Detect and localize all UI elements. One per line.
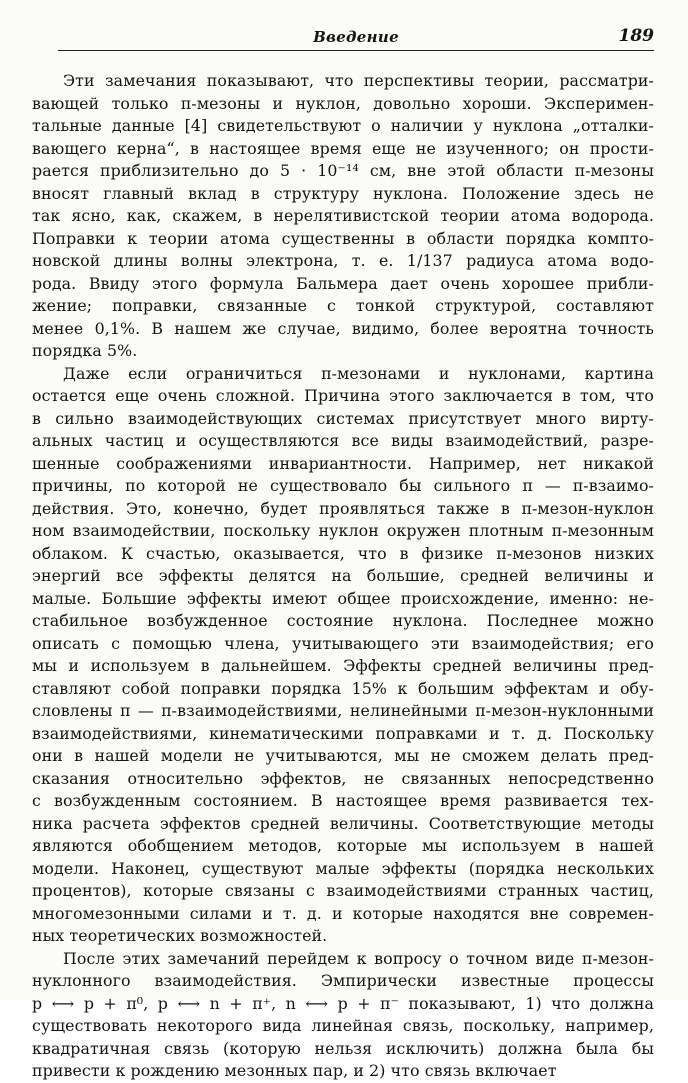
text-line: сказания относительно эффектов, не связанных непосредственно <box>32 768 654 788</box>
text-line: многомезонными силами и т. д. и которые находятся вне современ- <box>32 903 654 923</box>
text-line: менее 0,1%. В нашем же случае, видимо, более вероятна точность <box>32 318 654 338</box>
text-line: с возбужденным состоянием. В настоящее время развивается тех- <box>32 791 654 810</box>
text-line: Поправки к теории атома существенны в области порядка компто- <box>32 228 654 248</box>
text-line: облаком. К счастью, оказывается, что в физике π-мезонов низких <box>32 543 654 563</box>
text-line: вносят главный вклад в структуру нуклона. Положение здесь не <box>32 183 654 203</box>
paragraph <box>32 948 654 1083</box>
text-line: являются обобщением методов, которые мы используем в нашей <box>32 836 654 855</box>
body-text <box>32 70 654 1083</box>
text-line: шенные соображениями инвариантности. Например, нет никакой <box>32 453 654 473</box>
text-line: Даже если ограничиться π-мезонами и нуклонами, картина <box>63 363 654 383</box>
text-line: действия. Это, конечно, будет проявляться также в π-мезон-нуклон <box>32 498 654 518</box>
text-line: p ⟷ p + π⁰, p ⟷ n + π⁺, n ⟷ p + π⁻ показывают, 1) что должна <box>32 993 654 1013</box>
text-line: взаимодействиями, кинематическими поправками и т. д. Поскольку <box>32 723 654 743</box>
paragraph <box>32 70 654 363</box>
text-line: модели. Наконец, существуют малые эффекты (порядка нескольких <box>32 858 654 878</box>
text-line: вающей только π-мезоны и нуклон, довольно хороши. Эксперимен- <box>32 93 654 113</box>
text-line: ном взаимодействии, поскольку нуклон окружен плотным π-мезонным <box>32 521 654 540</box>
text-line: мы и используем в дальнейшем. Эффекты средней величины пред- <box>32 656 654 675</box>
text-line: причины, по которой не существовало бы сильного π — π-взаимо- <box>32 476 654 495</box>
text-line: нуклонного взаимодействия. Эмпирически известные процессы <box>32 971 654 990</box>
text-line: ника расчета эффектов средней величины. Соответствующие методы <box>32 813 654 833</box>
text-line: они в нашей модели не учитываются, мы не сможем делать пред- <box>32 746 654 765</box>
text-line: квадратичная связь (которую нельзя исключить) должна была бы <box>32 1038 654 1058</box>
text-line: После этих замечаний перейдем к вопросу о точном виде π-мезон- <box>63 948 654 968</box>
text-line: новской длины волны электрона, т. е. 1/137 радиуса атома водо- <box>32 251 654 270</box>
text-line: описать с помощью члена, учитывающего эти взаимодействия; его <box>32 633 654 653</box>
text-line: остается еще очень сложной. Причина этого заключается в том, что <box>32 386 654 405</box>
text-line: альных частиц и осуществляются все виды взаимодействий, разре- <box>32 431 654 450</box>
text-line: тальные данные [4] свидетельствуют о наличии у нуклона „отталки- <box>32 116 654 135</box>
text-line: Эти замечания показывают, что перспективы теории, рассматри- <box>63 71 654 90</box>
text-line: так ясно, как, скажем, в нерелятивистской теории атома водорода. <box>32 206 654 225</box>
text-line: энергий все эффекты делятся на большие, средней величины и <box>32 566 654 585</box>
text-line: привести к рождению мезонных пар, и 2) что связь включает <box>32 1061 557 1080</box>
text-line: в сильно взаимодействующих системах присутствует много вирту- <box>32 408 654 428</box>
header-rule <box>58 50 654 51</box>
text-line: вающего керна“, в настоящее время еще не изученного; он прости- <box>32 138 654 158</box>
text-line: жение; поправки, связанные с тонкой структурой, составляют <box>32 296 654 315</box>
text-line: порядка 5%. <box>32 341 138 360</box>
text-line: стабильное возбужденное состояние нуклона. Последнее можно <box>32 611 654 630</box>
text-line: существовать некоторого вида линейная связь, поскольку, например, <box>32 1016 654 1035</box>
running-header <box>58 28 654 48</box>
text-line: малые. Большие эффекты имеют общее происхождение, именно: не- <box>32 588 654 608</box>
section-title: Введение <box>313 28 399 46</box>
text-line: рода. Ввиду этого формула Бальмера дает очень хорошее прибли- <box>32 273 654 293</box>
text-line: рается приблизительно до 5 · 10⁻¹⁴ см, вне этой области π-мезоны <box>32 161 654 180</box>
text-line: процентов), которые связаны с взаимодействиями странных частиц, <box>32 881 654 900</box>
text-line: ных теоретических возможностей. <box>32 926 328 945</box>
paragraph <box>32 363 654 948</box>
page-number: 189 <box>618 26 654 46</box>
text-line: словлены π — π-взаимодействиями, нелинейными π-мезон-нуклонными <box>32 701 654 720</box>
text-line: ставляют собой поправки порядка 15% к большим эффектам и обу- <box>32 678 654 698</box>
